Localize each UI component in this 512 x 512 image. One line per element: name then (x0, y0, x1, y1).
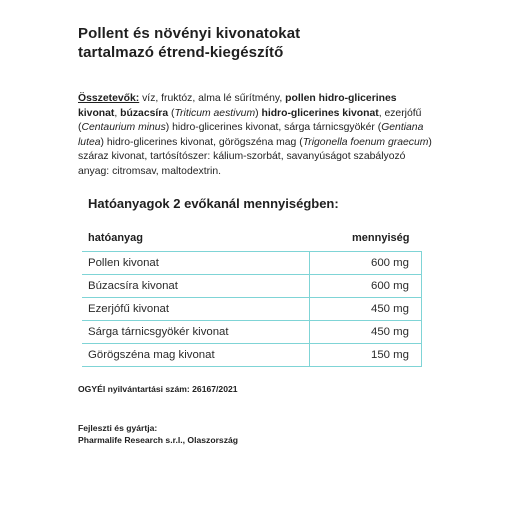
manufacturer-name: Pharmalife Research s.r.l., Olaszország (78, 434, 239, 445)
ingredients-bold: pollen hidro-glicerines kivonat (78, 93, 397, 119)
ingredients-paragraph (78, 92, 438, 180)
column-header-name: hatóanyag (82, 226, 309, 252)
ingredients-bold: hidro-glicerines kivonat (261, 107, 379, 119)
product-title (78, 24, 438, 62)
ingredients-text: ) (255, 107, 262, 119)
active-amount: 450 mg (309, 320, 421, 343)
title-line-1: Pollent és növényi kivonatokat (78, 25, 301, 42)
table-row (82, 343, 422, 366)
ingredients-text: ) száraz kivonat, tartósítószer: kálium-szorbát, savanyúságot szabályozó anyag: citromsav, maltodextrin. (78, 136, 432, 177)
table-row (82, 320, 422, 343)
ingredients-bold: búzacsíra (120, 107, 169, 119)
column-header-amount: mennyiség (309, 226, 421, 252)
actives-table (82, 226, 422, 367)
table-row (82, 251, 422, 274)
table-row (82, 274, 422, 297)
ingredients-text: ( (168, 107, 175, 119)
active-amount: 150 mg (309, 343, 421, 366)
registration-number: OGYÉI nyilvántartási szám: 26167/2021 (78, 383, 238, 394)
active-name: Ezerjófű kivonat (82, 297, 309, 320)
active-amount: 600 mg (309, 251, 421, 274)
active-name: Pollen kivonat (82, 251, 309, 274)
active-amount: 450 mg (309, 297, 421, 320)
ingredients-text: , ezerjófű ( (78, 107, 422, 134)
title-line-2: tartalmazó étrend-kiegészítő (78, 44, 284, 61)
ingredients-text: , (114, 107, 121, 119)
ingredients-text: ) hidro-glicerines kivonat, sárga tárnicsgyökér ( (165, 122, 382, 134)
manufacturer-label: Fejleszti és gyártja: (78, 422, 158, 433)
ingredients-text: ) hidro-glicerines kivonat, görögszéna mag ( (100, 136, 303, 148)
ingredients-latin: Gentiana lutea (78, 122, 424, 148)
active-amount: 600 mg (309, 274, 421, 297)
ingredients-lead: Összetevők: (78, 93, 140, 104)
ingredients-latin: Trigonella foenum graecum (302, 136, 429, 148)
manufacturer-block (78, 422, 438, 446)
ingredients-text: víz, fruktóz, alma lé sűrítmény, (139, 93, 286, 104)
table-row (82, 297, 422, 320)
ingredients-latin: Centaurium minus (81, 122, 166, 134)
active-name: Görögszéna mag kivonat (82, 343, 309, 366)
table-header-row (82, 226, 422, 252)
actives-heading: Hatóanyagok 2 evőkanál mennyiségben: (88, 195, 339, 211)
active-name: Sárga tárnicsgyökér kivonat (82, 320, 309, 343)
label-page (78, 24, 438, 446)
ingredients-latin: Triticum aestivum (174, 107, 256, 119)
active-name: Búzacsíra kivonat (82, 274, 309, 297)
